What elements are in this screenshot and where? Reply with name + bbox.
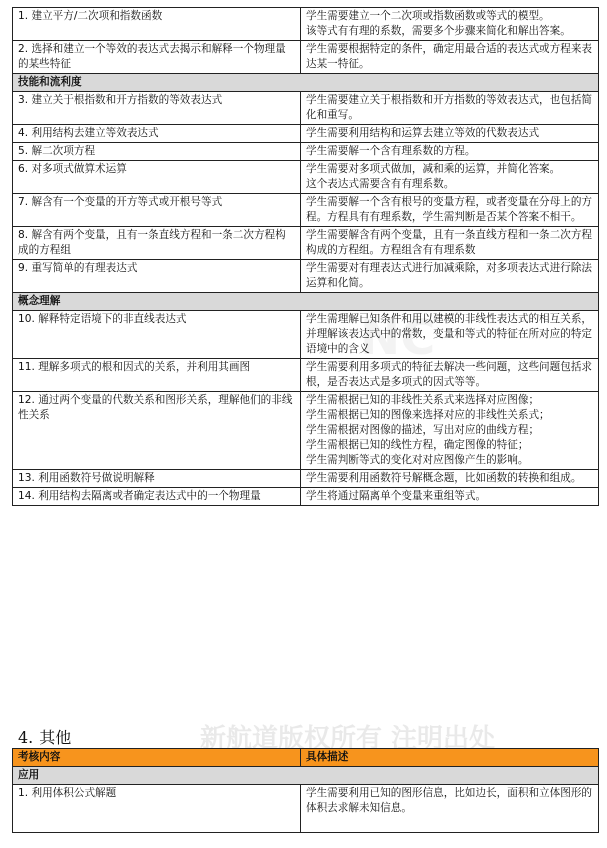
section-number: 4. [18,728,34,747]
row-skill: 10. 解释特定语境下的非直线表达式 [13,311,301,359]
table-row [13,143,599,161]
table-row [13,488,599,506]
row-skill: 5. 解二次项方程 [13,143,301,161]
table-row [13,8,599,41]
description-line: 学生需判断等式的变化对对应图像产生的影响。 [306,454,529,466]
description-line: 学生需根据已知的线性方程，确定图像的特征； [306,439,529,451]
description-line: 学生需根据对图像的描述，写出对应的曲线方程； [306,424,540,436]
row-description [301,143,599,161]
header-content: 考核内容 [13,749,301,767]
description-line: 学生需要解一个含有根号的变量方程，或者变量在分母上的方程。方程具有有理系数，学生需判断是否某个答案不相干。 [306,196,593,223]
row-description [301,488,599,506]
row-description [301,785,599,833]
row-description [301,41,599,74]
description-line: 学生需要利用多项式的特征去解决一些问题，这些问题包括求根，是否表达式是多项式的因式等等。 [306,361,593,388]
table-row [13,41,599,74]
watermark: NC [360,310,436,366]
row-skill: 3. 建立关于根指数和开方指数的等效表达式 [13,92,301,125]
section-label: 概念理解 [13,293,599,311]
description-line: 学生需要解一个含有理系数的方程。 [306,145,476,157]
row-skill: 4. 利用结构去建立等效表达式 [13,125,301,143]
table-header-row [13,749,599,767]
table-row [13,161,599,194]
row-description [301,125,599,143]
table-row [13,359,599,392]
table-row [13,392,599,470]
row-description [301,92,599,125]
description-line: 学生需要对有理表达式进行加减乘除，对多项表达式进行除法运算和化简。 [306,262,593,289]
row-description [301,311,599,359]
watermark-text: 新航道版权所有 注明出处 [200,724,496,754]
description-line: 学生需要利用已知的图形信息，比如边长，面积和立体图形的体积去求解未知信息。 [306,787,593,814]
row-description [301,161,599,194]
description-line: 学生需要解含有两个变量，且有一条直线方程和一条二次方程构成的方程组。方程组含有有理系数 [306,229,593,256]
description-line: 学生需要建立关于根指数和开方指数的等效表达式，也包括简化和重写。 [306,94,593,121]
row-skill: 1. 利用体积公式解题 [13,785,301,833]
section-label: 技能和流利度 [13,74,599,92]
header-description: 具体描述 [301,749,599,767]
row-description [301,470,599,488]
description-line: 这个表达式需要含有有理系数。 [306,178,455,190]
row-skill: 12. 通过两个变量的代数关系和图形关系，理解他们的非线性关系 [13,392,301,470]
description-line: 学生需要建立一个二次项或指数函数或等式的模型。 [306,10,550,22]
row-description [301,8,599,41]
table-row [13,260,599,293]
row-skill: 2. 选择和建立一个等效的表达式去揭示和解释一个物理量的某些特征 [13,41,301,74]
table-row [13,227,599,260]
description-line: 学生需根据已知的非线性关系式来选择对应图像； [306,394,540,406]
row-skill: 13. 利用函数符号做说明解释 [13,470,301,488]
row-skill: 14. 利用结构去隔离或者确定表达式中的一个物理量 [13,488,301,506]
requirements-table [12,7,599,506]
row-description [301,194,599,227]
row-description [301,227,599,260]
table-row [13,785,599,833]
row-skill: 11. 理解多项式的根和因式的关系，并利用其画图 [13,359,301,392]
section-title: 其他 [39,728,72,747]
table-row [13,92,599,125]
description-line: 学生需要利用函数符号解概念题，比如函数的转换和组成。 [306,472,582,484]
row-skill: 7. 解含有一个变量的开方等式或开根号等式 [13,194,301,227]
description-line: 学生需理解已知条件和用以建模的非线性表达式的相互关系，并理解该表达式中的常数，变量和等式的特征在所对应的特定语境中的含义 [306,313,593,355]
section-label: 应用 [13,767,599,785]
section-heading [18,725,71,748]
description-line: 学生需根据已知的图像来选择对应的非线性关系式； [306,409,550,421]
description-line: 该等式有有理的系数，需要多个步骤来简化和解出答案。 [306,25,571,37]
section-row [13,293,599,311]
section-row [13,767,599,785]
row-skill: 1. 建立平方/二次项和指数函数 [13,8,301,41]
section-row [13,74,599,92]
table-row [13,470,599,488]
description-line: 学生需要根据特定的条件，确定用最合适的表达式或方程来表达某一特征。 [306,43,593,70]
table-row [13,311,599,359]
row-description [301,260,599,293]
row-description [301,392,599,470]
row-skill: 9. 重写简单的有理表达式 [13,260,301,293]
other-table [12,748,599,833]
table-row [13,125,599,143]
description-line: 学生需要利用结构和运算去建立等效的代数表达式 [306,127,540,139]
row-skill: 8. 解含有两个变量，且有一条直线方程和一条二次方程构成的方程组 [13,227,301,260]
description-line: 学生需要对多项式做加，减和乘的运算，并简化答案。 [306,163,561,175]
row-description [301,359,599,392]
table-row [13,194,599,227]
row-skill: 6. 对多项式做算术运算 [13,161,301,194]
description-line: 学生将通过隔离单个变量来重组等式。 [306,490,487,502]
